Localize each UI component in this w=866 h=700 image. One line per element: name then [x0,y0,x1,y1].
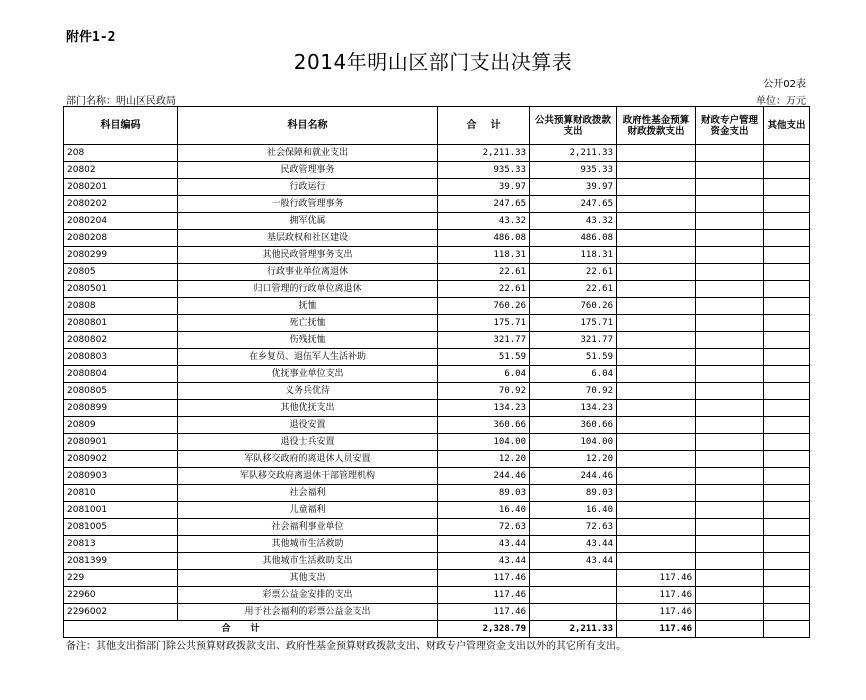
cell-name: 一般行政管理事务 [178,196,438,213]
cell-special-fund [696,451,764,468]
header-gov-fund: 政府性基金预算财政拨款支出 [617,107,696,145]
cell-special-fund [696,145,764,162]
cell-special-fund [696,349,764,366]
total-other [764,621,810,638]
cell-code: 22960 [64,587,178,604]
expenditure-table [63,106,810,638]
cell-other [764,196,810,213]
header-code: 科目编码 [64,107,178,145]
cell-name: 社会福利 [178,485,438,502]
cell-code: 2080902 [64,451,178,468]
cell-name: 退役安置 [178,417,438,434]
footnote: 备注：其他支出指部门除公共预算财政拨款支出、政府性基金预算财政拨款支出、财政专户管理资金支出以外的其它所有支出。 [66,641,626,652]
cell-other [764,553,810,570]
table-row [64,519,810,536]
table-row [64,315,810,332]
cell-code: 2296002 [64,604,178,621]
cell-name: 社会保障和就业支出 [178,145,438,162]
cell-special-fund [696,179,764,196]
total-public: 2,211.33 [530,621,617,638]
cell-other [764,587,810,604]
cell-total: 247.65 [438,196,530,213]
cell-other [764,536,810,553]
cell-special-fund [696,247,764,264]
cell-gov-fund: 117.46 [617,587,696,604]
cell-public-budget: 486.08 [530,230,617,247]
cell-other [764,162,810,179]
cell-gov-fund [617,553,696,570]
cell-public-budget: 935.33 [530,162,617,179]
cell-name: 归口管理的行政单位离退休 [178,281,438,298]
cell-special-fund [696,468,764,485]
cell-gov-fund [617,332,696,349]
form-code: 公开02表 [763,79,806,90]
cell-public-budget: 134.23 [530,400,617,417]
cell-special-fund [696,281,764,298]
cell-public-budget: 2,211.33 [530,145,617,162]
cell-public-budget [530,570,617,587]
cell-other [764,264,810,281]
cell-code: 2080299 [64,247,178,264]
cell-total: 486.08 [438,230,530,247]
cell-gov-fund [617,298,696,315]
cell-code: 2080903 [64,468,178,485]
total-fund: 117.46 [617,621,696,638]
department-label: 部门名称：明山区民政局 [66,96,176,107]
cell-special-fund [696,434,764,451]
table-row [64,366,810,383]
table-row [64,587,810,604]
cell-code: 229 [64,570,178,587]
cell-special-fund [696,553,764,570]
cell-other [764,383,810,400]
cell-code: 2081399 [64,553,178,570]
cell-public-budget: 321.77 [530,332,617,349]
cell-name: 优抚事业单位支出 [178,366,438,383]
cell-public-budget: 39.97 [530,179,617,196]
cell-total: 117.46 [438,604,530,621]
cell-gov-fund [617,264,696,281]
cell-special-fund [696,264,764,281]
cell-code: 2080803 [64,349,178,366]
cell-special-fund [696,570,764,587]
cell-name: 其他优抚支出 [178,400,438,417]
table-row [64,332,810,349]
cell-name: 其他城市生活救助 [178,536,438,553]
cell-total: 89.03 [438,485,530,502]
cell-public-budget: 43.44 [530,553,617,570]
table-row [64,213,810,230]
cell-total: 70.92 [438,383,530,400]
cell-public-budget [530,604,617,621]
cell-other [764,485,810,502]
cell-total: 118.31 [438,247,530,264]
table-row [64,502,810,519]
table-row [64,468,810,485]
cell-special-fund [696,502,764,519]
cell-special-fund [696,315,764,332]
table-row [64,451,810,468]
cell-public-budget: 70.92 [530,383,617,400]
cell-total: 51.59 [438,349,530,366]
cell-name: 军队移交政府离退休干部管理机构 [178,468,438,485]
cell-name: 其他民政管理事务支出 [178,247,438,264]
cell-total: 117.46 [438,587,530,604]
cell-name: 其他支出 [178,570,438,587]
cell-gov-fund [617,434,696,451]
cell-gov-fund [617,247,696,264]
cell-gov-fund [617,162,696,179]
cell-other [764,519,810,536]
cell-name: 死亡抚恤 [178,315,438,332]
cell-gov-fund [617,145,696,162]
cell-special-fund [696,485,764,502]
cell-code: 2080801 [64,315,178,332]
cell-gov-fund [617,196,696,213]
table-row [64,400,810,417]
cell-public-budget: 12.20 [530,451,617,468]
cell-public-budget: 247.65 [530,196,617,213]
cell-other [764,230,810,247]
header-special-fund: 财政专户管理 资金支出 [696,107,764,145]
cell-name: 用于社会福利的彩票公益金支出 [178,604,438,621]
cell-gov-fund [617,451,696,468]
cell-name: 义务兵优待 [178,383,438,400]
header-name: 科目名称 [178,107,438,145]
cell-gov-fund [617,502,696,519]
cell-code: 2081001 [64,502,178,519]
cell-code: 20810 [64,485,178,502]
table-row [64,485,810,502]
total-label: 合计 [64,621,438,638]
cell-gov-fund [617,417,696,434]
cell-total: 321.77 [438,332,530,349]
cell-total: 935.33 [438,162,530,179]
table-row [64,553,810,570]
cell-name: 民政管理事务 [178,162,438,179]
cell-other [764,281,810,298]
table-row [64,230,810,247]
cell-gov-fund [617,349,696,366]
cell-total: 244.46 [438,468,530,485]
cell-gov-fund [617,179,696,196]
table-row [64,349,810,366]
cell-code: 2080204 [64,213,178,230]
page-title: 2014年明山区部门支出决算表 [293,50,573,74]
cell-code: 2080901 [64,434,178,451]
table-row [64,281,810,298]
table-row [64,247,810,264]
cell-special-fund [696,332,764,349]
cell-gov-fund: 117.46 [617,570,696,587]
cell-public-budget [530,587,617,604]
cell-other [764,179,810,196]
cell-gov-fund [617,485,696,502]
cell-gov-fund [617,281,696,298]
cell-public-budget: 43.32 [530,213,617,230]
cell-total: 104.00 [438,434,530,451]
cell-code: 2080804 [64,366,178,383]
cell-code: 2080805 [64,383,178,400]
cell-public-budget: 175.71 [530,315,617,332]
cell-code: 2080208 [64,230,178,247]
cell-total: 43.44 [438,553,530,570]
cell-total: 175.71 [438,315,530,332]
cell-total: 22.61 [438,281,530,298]
cell-total: 2,211.33 [438,145,530,162]
cell-other [764,349,810,366]
cell-other [764,332,810,349]
cell-special-fund [696,366,764,383]
cell-code: 20809 [64,417,178,434]
cell-total: 22.61 [438,264,530,281]
header-other: 其他支出 [764,107,810,145]
table-row [64,298,810,315]
cell-name: 社会福利事业单位 [178,519,438,536]
cell-other [764,213,810,230]
cell-other [764,468,810,485]
cell-total: 134.23 [438,400,530,417]
cell-public-budget: 51.59 [530,349,617,366]
cell-code: 20805 [64,264,178,281]
cell-code: 2081005 [64,519,178,536]
cell-name: 儿童福利 [178,502,438,519]
cell-name: 退役士兵安置 [178,434,438,451]
cell-total: 72.63 [438,519,530,536]
cell-public-budget: 22.61 [530,281,617,298]
table-row [64,196,810,213]
cell-name: 在乡复员、退伍军人生活补助 [178,349,438,366]
cell-other [764,145,810,162]
cell-gov-fund [617,230,696,247]
unit-label: 单位：万元 [756,96,806,107]
cell-special-fund [696,587,764,604]
cell-other [764,434,810,451]
cell-public-budget: 22.61 [530,264,617,281]
cell-other [764,247,810,264]
cell-public-budget: 72.63 [530,519,617,536]
cell-other [764,366,810,383]
table-header-row [64,107,810,145]
table-row [64,162,810,179]
table-row [64,604,810,621]
cell-total: 12.20 [438,451,530,468]
cell-gov-fund [617,213,696,230]
cell-gov-fund [617,315,696,332]
cell-name: 基层政权和社区建设 [178,230,438,247]
cell-name: 彩票公益金安排的支出 [178,587,438,604]
cell-special-fund [696,604,764,621]
table-row [64,179,810,196]
cell-total: 117.46 [438,570,530,587]
attachment-label: 附件1-2 [66,30,116,45]
header-total: 合 计 [438,107,530,145]
cell-special-fund [696,383,764,400]
cell-special-fund [696,519,764,536]
table-row [64,145,810,162]
cell-gov-fund [617,468,696,485]
cell-public-budget: 760.26 [530,298,617,315]
cell-code: 20813 [64,536,178,553]
cell-special-fund [696,400,764,417]
cell-other [764,570,810,587]
cell-name: 行政事业单位离退休 [178,264,438,281]
cell-special-fund [696,162,764,179]
cell-name: 伤残抚恤 [178,332,438,349]
cell-public-budget: 16.40 [530,502,617,519]
cell-name: 其他城市生活救助支出 [178,553,438,570]
cell-public-budget: 43.44 [530,536,617,553]
header-public-budget: 公共预算财政拨款支出 [530,107,617,145]
total-row [64,621,810,638]
cell-gov-fund [617,366,696,383]
cell-code: 20802 [64,162,178,179]
cell-total: 6.04 [438,366,530,383]
cell-name: 抚恤 [178,298,438,315]
cell-gov-fund [617,519,696,536]
cell-other [764,315,810,332]
cell-code: 2080202 [64,196,178,213]
cell-special-fund [696,417,764,434]
cell-total: 39.97 [438,179,530,196]
cell-special-fund [696,298,764,315]
cell-code: 2080802 [64,332,178,349]
cell-public-budget: 104.00 [530,434,617,451]
table-row [64,264,810,281]
cell-other [764,451,810,468]
cell-public-budget: 6.04 [530,366,617,383]
cell-total: 43.44 [438,536,530,553]
cell-total: 43.32 [438,213,530,230]
cell-public-budget: 118.31 [530,247,617,264]
cell-special-fund [696,196,764,213]
cell-gov-fund [617,400,696,417]
table-row [64,570,810,587]
cell-special-fund [696,536,764,553]
cell-gov-fund [617,383,696,400]
cell-code: 20808 [64,298,178,315]
cell-public-budget: 360.66 [530,417,617,434]
cell-code: 208 [64,145,178,162]
cell-special-fund [696,213,764,230]
cell-name: 拥军优属 [178,213,438,230]
table-row [64,536,810,553]
table-row [64,434,810,451]
cell-other [764,400,810,417]
cell-code: 2080899 [64,400,178,417]
table-row [64,383,810,400]
total-sum: 2,328.79 [438,621,530,638]
cell-gov-fund: 117.46 [617,604,696,621]
cell-total: 760.26 [438,298,530,315]
cell-other [764,604,810,621]
cell-total: 16.40 [438,502,530,519]
cell-special-fund [696,230,764,247]
cell-other [764,502,810,519]
total-special [696,621,764,638]
table-row [64,417,810,434]
cell-gov-fund [617,536,696,553]
cell-public-budget: 244.46 [530,468,617,485]
cell-total: 360.66 [438,417,530,434]
cell-code: 2080501 [64,281,178,298]
cell-name: 军队移交政府的离退休人员安置 [178,451,438,468]
cell-other [764,417,810,434]
cell-other [764,298,810,315]
cell-code: 2080201 [64,179,178,196]
cell-public-budget: 89.03 [530,485,617,502]
cell-name: 行政运行 [178,179,438,196]
